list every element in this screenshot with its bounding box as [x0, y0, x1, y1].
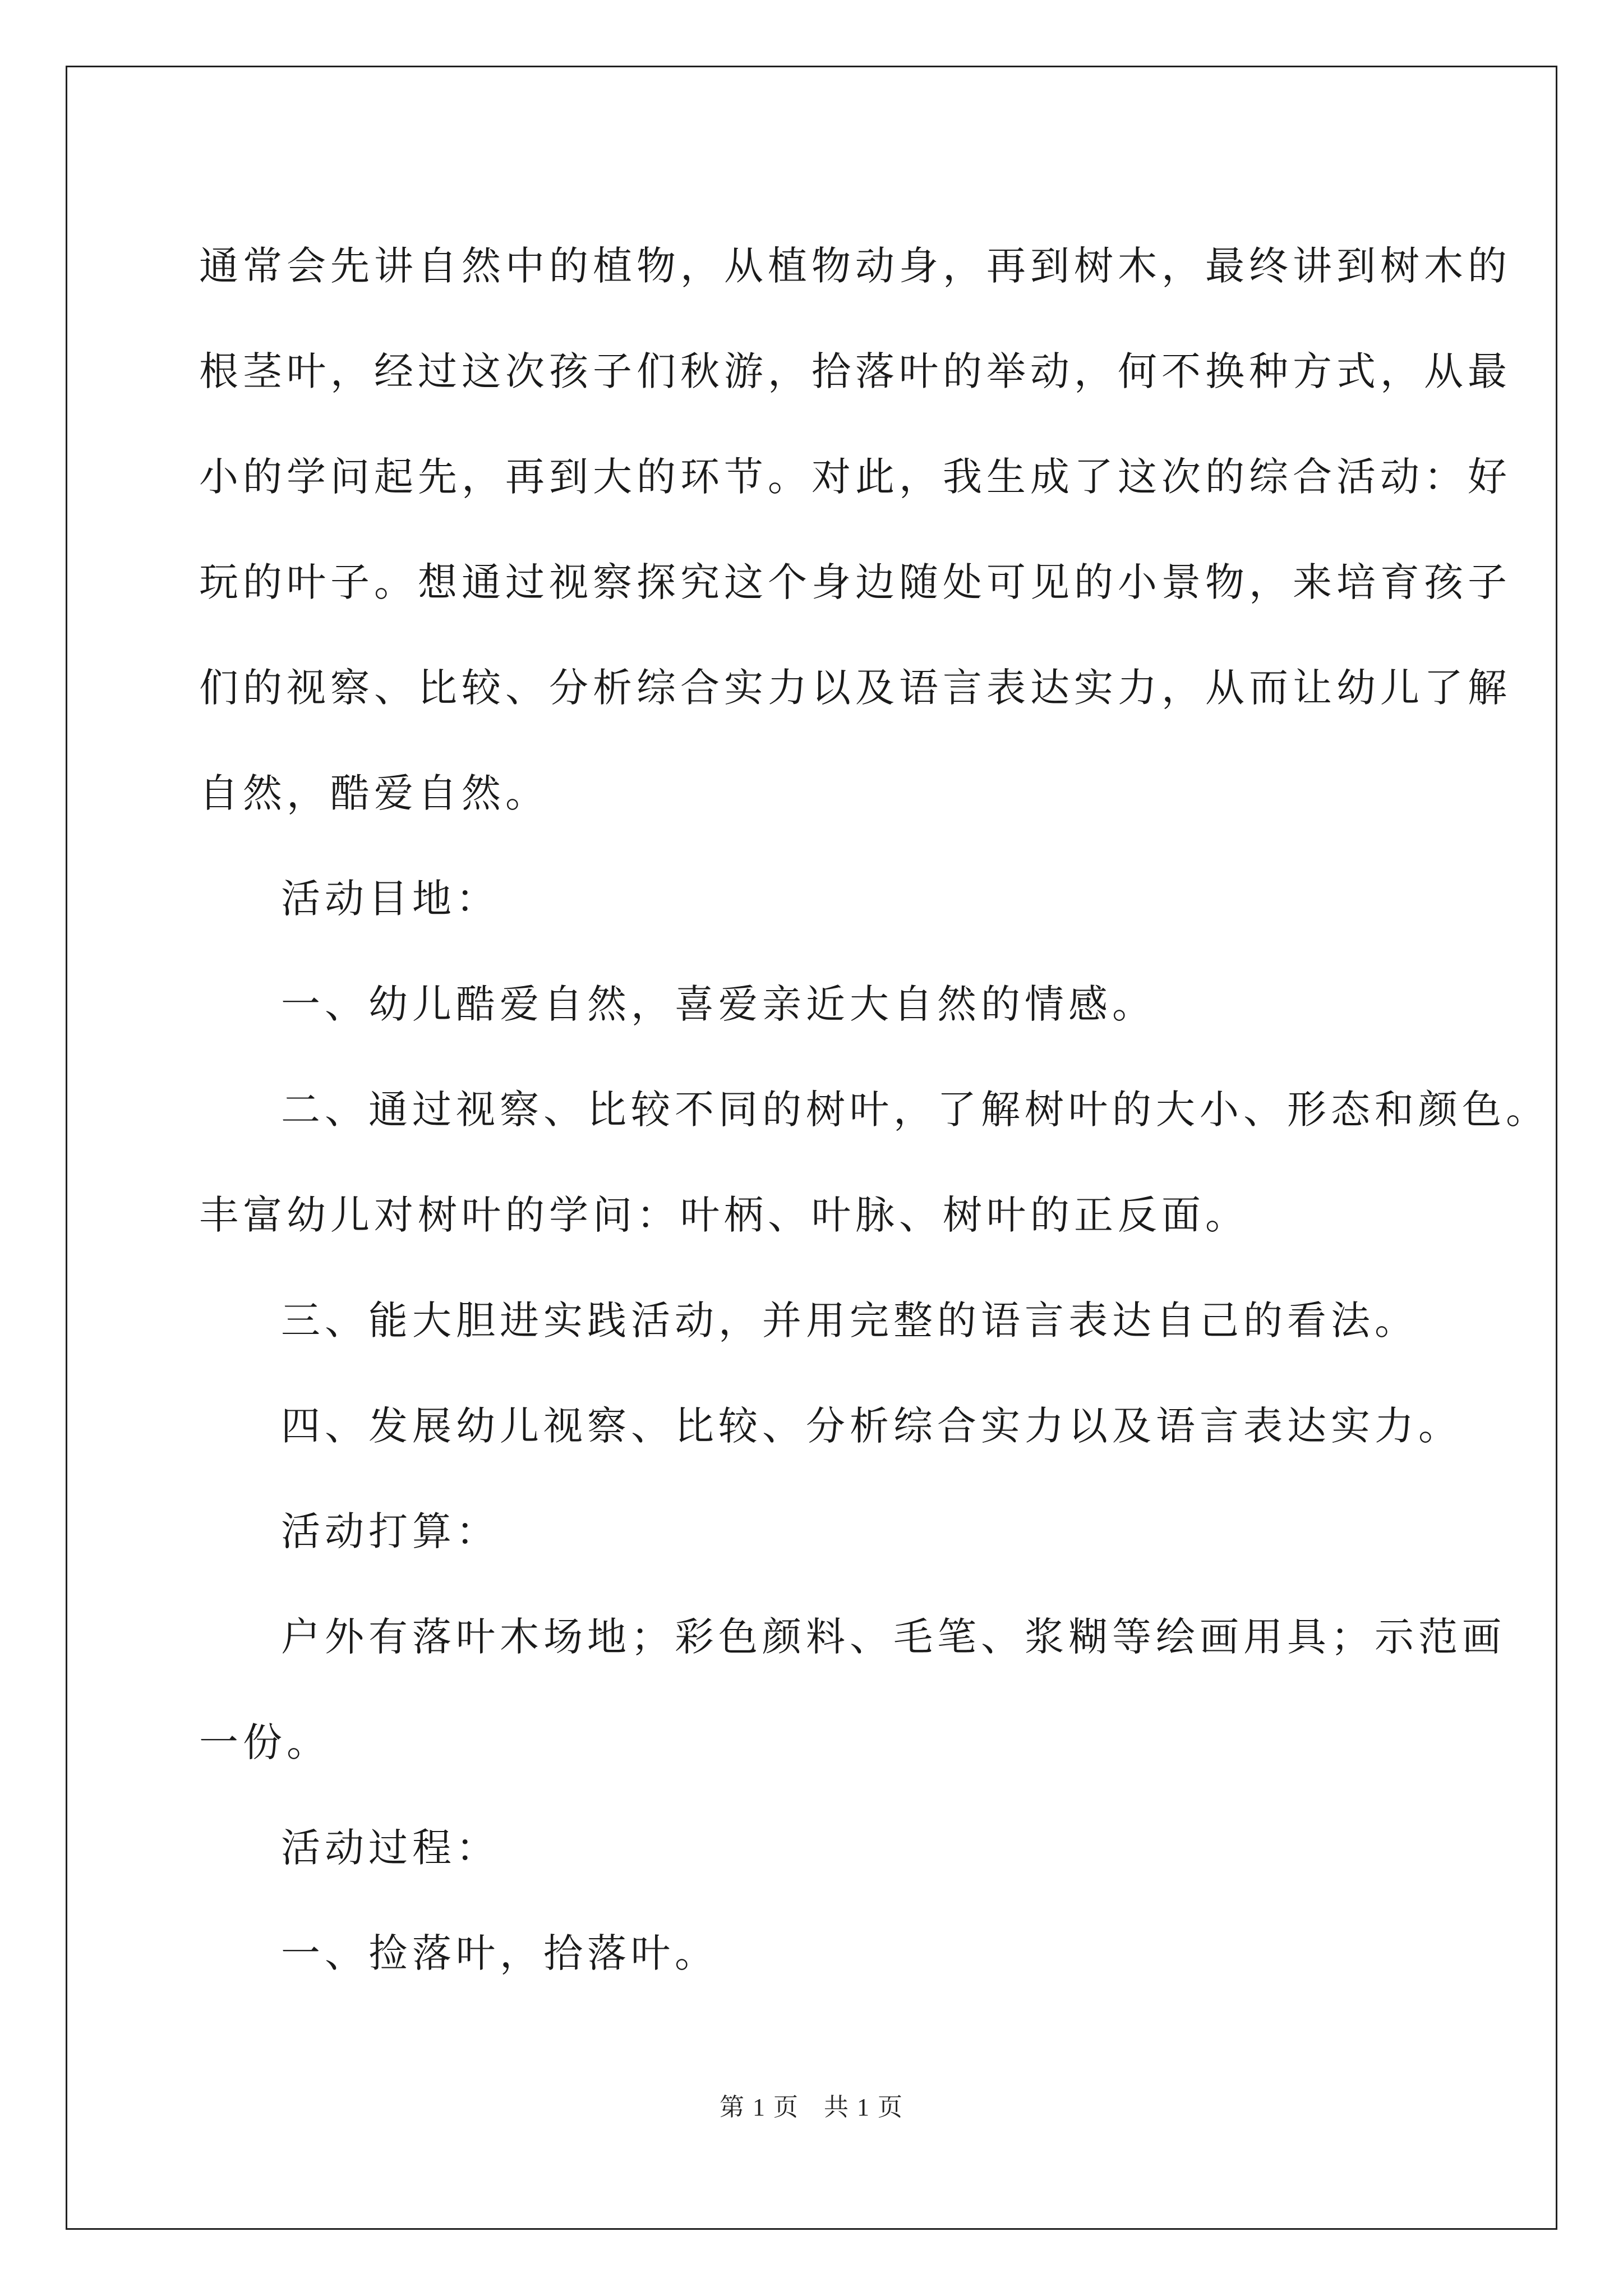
- body-line: 玩的叶子。想通过视察探究这个身边随处可见的小景物，来培育孩子: [199, 559, 1511, 605]
- body-line: 自然，酷爱自然。: [199, 770, 549, 816]
- page-total: 共 1 页: [824, 2093, 903, 2121]
- process-step-1: 一、捡落叶，拾落叶。: [281, 1930, 718, 1976]
- section-heading-preparation: 活动打算：: [281, 1508, 500, 1554]
- section-heading-goals: 活动目地：: [281, 876, 500, 922]
- goal-item-2: 二、通过视察、比较不同的树叶，了解树叶的大小、形态和颜色。: [281, 1087, 1550, 1133]
- page-footer: [0, 2087, 1623, 2123]
- goal-item-1: 一、幼儿酷爱自然，喜爱亲近大自然的情感。: [281, 981, 1156, 1027]
- page-number: 第 1 页: [720, 2093, 799, 2121]
- preparation-text-continued: 一份。: [199, 1719, 330, 1765]
- goal-item-3: 三、能大胆进实践活动，并用完整的语言表达自己的看法。: [281, 1297, 1418, 1343]
- goal-item-4: 四、发展幼儿视察、比较、分析综合实力以及语言表达实力。: [281, 1403, 1462, 1449]
- body-line: 根茎叶，经过这次孩子们秋游，拾落叶的举动，何不换种方式，从最: [199, 348, 1511, 394]
- body-line: 小的学问起先，再到大的环节。对此，我生成了这次的综合活动：好: [199, 454, 1511, 500]
- document-body: [199, 213, 1550, 2006]
- section-heading-process: 活动过程：: [281, 1825, 500, 1871]
- preparation-text: 户外有落叶木场地；彩色颜料、毛笔、浆糊等绘画用具；示范画: [281, 1614, 1506, 1660]
- body-line: 通常会先讲自然中的植物，从植物动身，再到树木，最终讲到树木的: [199, 243, 1511, 289]
- goal-item-2-continued: 丰富幼儿对树叶的学问：叶柄、叶脉、树叶的正反面。: [199, 1192, 1249, 1238]
- body-line: 们的视察、比较、分析综合实力以及语言表达实力，从而让幼儿了解: [199, 665, 1511, 711]
